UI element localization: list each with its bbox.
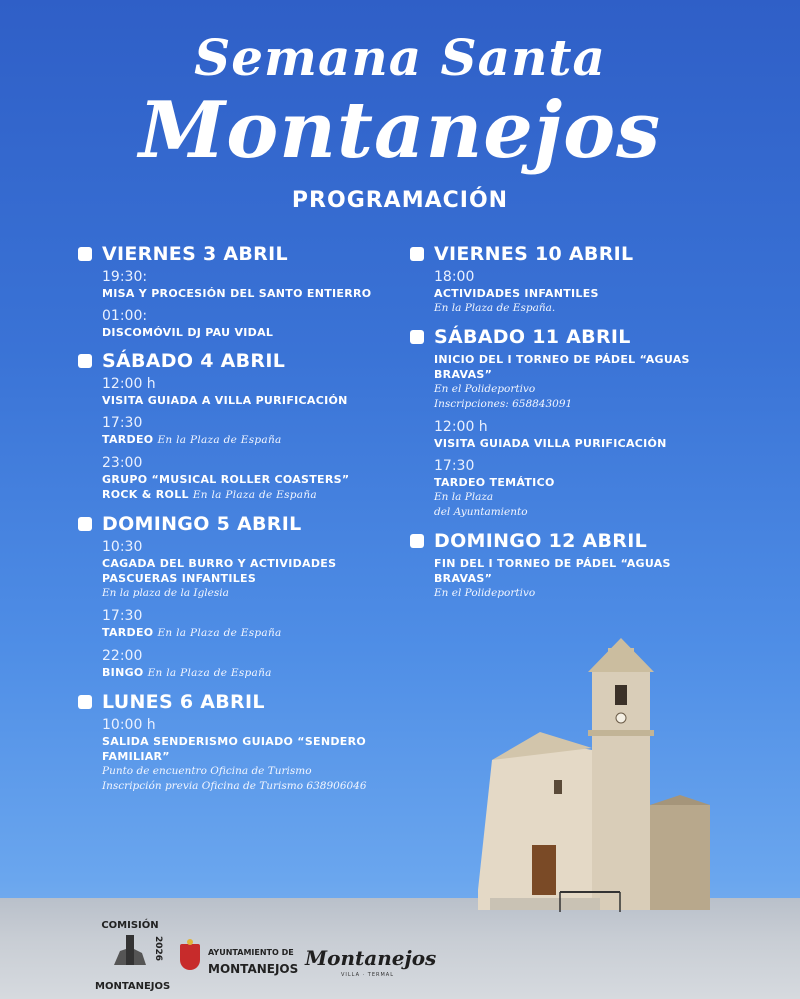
event-location: En la Plaza de España: [157, 434, 282, 446]
event-title: [434, 286, 710, 301]
event-title-text: BINGO: [102, 666, 144, 679]
day-block: [410, 243, 710, 316]
event-note: Inscripciones: 658843091: [434, 398, 573, 410]
day-heading: [410, 326, 710, 348]
event-title-text: TARDEO TEMÁTICO: [434, 476, 555, 489]
event-time: 23:00: [102, 455, 143, 471]
event-note: En la Plaza: [434, 491, 494, 503]
event-title-text: VISITA GUIADA A VILLA PURIFICACIÓN: [102, 394, 348, 407]
event-title-text: TARDEO: [102, 626, 154, 639]
schedule-left-column: [78, 243, 388, 804]
event-title: [102, 286, 388, 301]
event-title: [102, 665, 388, 681]
bullet-icon: [78, 354, 92, 368]
event-title: [102, 472, 388, 503]
event-title-text: TARDEO: [102, 433, 154, 446]
event-note: Punto de encuentro Oficina de Turismo: [102, 765, 312, 777]
bullet-icon: [410, 330, 424, 344]
event-time: 17:30: [102, 415, 143, 431]
bullet-icon: [78, 517, 92, 531]
event-time: 01:00:: [102, 308, 148, 324]
event-title: [102, 734, 388, 764]
event-title-text: ACTIVIDADES INFANTILES: [434, 287, 599, 300]
event-item: [434, 556, 710, 601]
event-note: Inscripción previa Oficina de Turismo 638906046: [102, 780, 367, 792]
coat-of-arms-icon: [180, 944, 200, 970]
logo-montanejos-brand: [305, 946, 435, 986]
day-title: LUNES 6 ABRIL: [102, 691, 265, 713]
event-time: 19:30:: [102, 269, 148, 285]
day-title: VIERNES 3 ABRIL: [102, 243, 288, 265]
event-item: [102, 608, 388, 641]
event-title-text: INICIO DEL I TORNEO DE PÁDEL “AGUAS BRAVAS”: [434, 353, 690, 381]
event-item: [102, 376, 388, 408]
church-door: [532, 845, 556, 895]
event-title: [434, 475, 710, 490]
event-title-text: FIN DEL I TORNEO DE PÁDEL “AGUAS BRAVAS”: [434, 557, 671, 585]
event-title: [102, 556, 388, 586]
event-note: En el Polideportivo: [434, 587, 536, 599]
logo-brand-sub: VILLA · TERMAL: [341, 972, 394, 978]
church-side-wall: [650, 805, 710, 910]
logo-ayto-line2: MONTANEJOS: [208, 962, 299, 976]
day-block: [78, 691, 388, 794]
day-title: VIERNES 10 ABRIL: [434, 243, 634, 265]
logo-comision-bottom: MONTANEJOS: [95, 981, 171, 992]
day-block: [410, 326, 710, 520]
event-item: [102, 717, 388, 794]
event-location: En la Plaza de España: [192, 489, 317, 501]
bullet-icon: [410, 247, 424, 261]
bullet-icon: [78, 695, 92, 709]
event-item: [102, 308, 388, 340]
event-item: [434, 419, 710, 451]
logo-ayuntamiento: [180, 942, 299, 992]
sponsor-footer: [0, 912, 800, 999]
day-title: DOMINGO 5 ABRIL: [102, 513, 302, 535]
event-item: [434, 269, 710, 316]
logo-ayto-line1: AYUNTAMIENTO DE: [208, 948, 294, 957]
comision-church-icon: [110, 933, 150, 969]
day-title: DOMINGO 12 ABRIL: [434, 530, 648, 552]
event-title: [434, 556, 710, 586]
schedule-right-column: [410, 243, 710, 611]
bullet-icon: [410, 534, 424, 548]
event-title: [434, 436, 710, 451]
event-title-text: GRUPO “MUSICAL ROLLER COASTERS” ROCK & ROLL: [102, 473, 350, 501]
event-title-text: VISITA GUIADA VILLA PURIFICACIÓN: [434, 437, 667, 450]
church-clock: [616, 713, 626, 723]
event-note: En la Plaza de España.: [434, 302, 556, 314]
church-illustration: [470, 630, 770, 920]
event-note: del Ayuntamiento: [434, 506, 528, 518]
day-heading: [410, 243, 710, 265]
event-time: 18:00: [434, 269, 475, 285]
event-location: En la Plaza de España: [147, 667, 272, 679]
day-heading: [410, 530, 710, 552]
event-title: [102, 432, 388, 448]
event-title-text: MISA Y PROCESIÓN DEL SANTO ENTIERRO: [102, 287, 372, 300]
day-block: [410, 530, 710, 601]
event-note: En el Polideportivo: [434, 383, 536, 395]
logo-comision: [95, 920, 171, 992]
event-title-text: DISCOMÓVIL DJ PAU VIDAL: [102, 326, 274, 339]
day-title: SÁBADO 4 ABRIL: [102, 350, 286, 372]
day-block: [78, 243, 388, 340]
event-item: [102, 648, 388, 681]
event-title: [434, 352, 710, 382]
event-title-text: SALIDA SENDERISMO GUIADO “SENDERO FAMILIAR”: [102, 735, 367, 763]
event-time: 17:30: [434, 458, 475, 474]
event-note: En la plaza de la Iglesia: [102, 587, 229, 599]
event-title: [102, 325, 388, 340]
bullet-icon: [78, 247, 92, 261]
event-item: [102, 269, 388, 301]
event-time: 12:00 h: [434, 419, 488, 435]
logo-brand-name: Montanejos: [305, 946, 437, 970]
event-item: [102, 539, 388, 601]
event-time: 10:00 h: [102, 717, 156, 733]
event-item: [434, 458, 710, 520]
logo-comision-top: COMISIÓN: [101, 920, 159, 931]
church-tower: [592, 670, 650, 910]
day-heading: [78, 513, 388, 535]
event-time: 22:00: [102, 648, 143, 664]
church-bell-window: [615, 685, 627, 705]
logo-comision-year: 2026: [153, 936, 163, 962]
poster-header: [0, 0, 800, 230]
event-time: 17:30: [102, 608, 143, 624]
title-programacion: PROGRAMACIÓN: [291, 188, 509, 213]
day-block: [78, 513, 388, 681]
event-location: En la Plaza de España: [157, 627, 282, 639]
event-title: [102, 393, 388, 408]
day-title: SÁBADO 11 ABRIL: [434, 326, 631, 348]
day-heading: [78, 243, 388, 265]
event-item: [102, 455, 388, 503]
day-block: [78, 350, 388, 503]
day-heading: [78, 350, 388, 372]
event-title-text: CAGADA DEL BURRO Y ACTIVIDADES PASCUERAS INFANTILES: [102, 557, 337, 585]
title-semana-santa: Semana Santa: [194, 28, 606, 87]
event-time: 12:00 h: [102, 376, 156, 392]
event-item: [434, 352, 710, 412]
event-item: [102, 415, 388, 448]
day-heading: [78, 691, 388, 713]
title-montanejos: Montanejos: [138, 85, 662, 176]
event-time: 10:30: [102, 539, 143, 555]
event-title: [102, 625, 388, 641]
